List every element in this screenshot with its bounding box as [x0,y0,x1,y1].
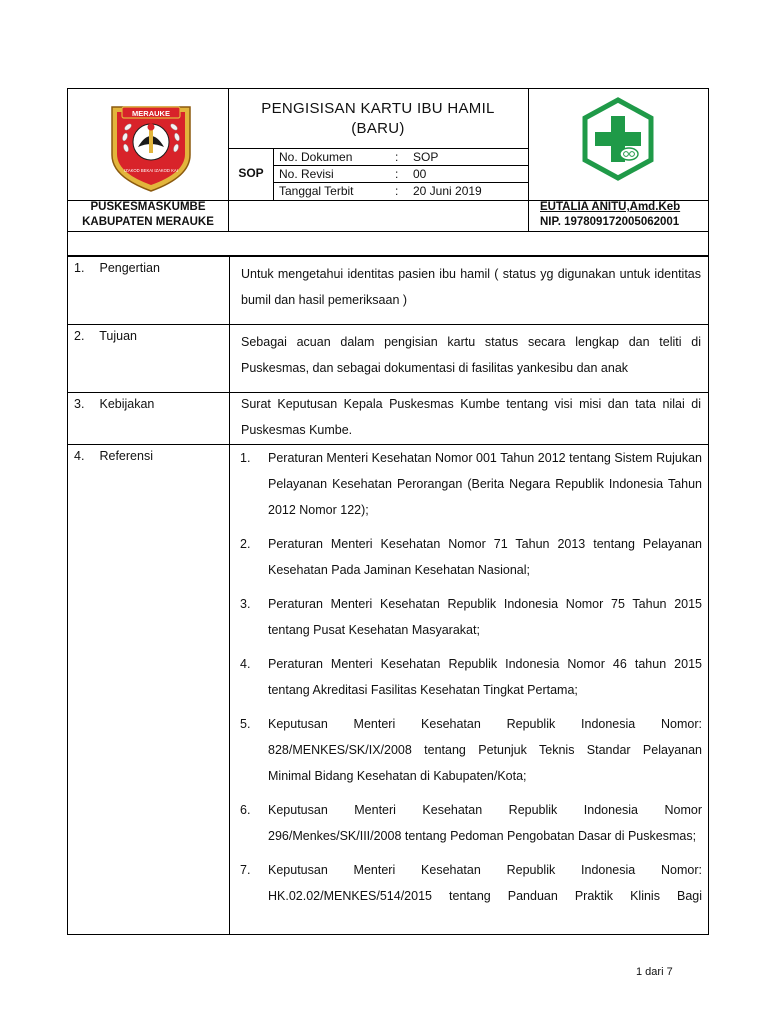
page-number: 1 dari 7 [636,966,673,978]
crest-banner-text: MERAUKE [132,109,170,118]
officer-signature-block [540,200,680,230]
section-label-kebijakan [74,395,154,413]
merauke-crest-logo [106,97,196,193]
section-text-pengertian: Untuk mengetahui identitas pasien ibu hamil ( status yg digunakan untuk identitas bumil dan hasil pemeriksaan ) [241,267,701,307]
reference-text: Keputusan Menteri Kesehatan Republik Indonesia Nomor: HK.02.02/MENKES/514/2015 tentang Panduan Praktik Klinis Bagi [268,863,702,903]
reference-item [236,857,702,909]
meta-value: 20 Juni 2019 [413,184,482,198]
reference-item [236,797,702,849]
reference-item [236,711,702,789]
label-column-divider [229,257,230,934]
section-number: 1. [74,261,85,275]
reference-text: Keputusan Menteri Kesehatan Republik Indonesia Nomor: 828/MENKES/SK/IX/2008 tentang Petunjuk Teknis Standar Pelayanan Minimal Bidang Kesehatan di Kabupaten/Kota; [268,717,702,783]
meta-value: 00 [413,167,427,181]
organization-name [68,200,228,230]
sop-label-divider [273,148,274,200]
title-line-2: (BARU) [351,120,405,137]
section-number: 4. [74,449,85,463]
row-divider-1 [68,324,708,325]
reference-text: Peraturan Menteri Kesehatan Republik Indonesia Nomor 46 tahun 2015 tentang Akreditasi Fasilitas Kesehatan Tingkat Pertama; [268,657,702,697]
section-text-tujuan: Sebagai acuan dalam pengisian kartu status secara lengkap dan teliti di Puskesmas, dan sebagai dokumentasi di fasilitas yankesibu dan anak [241,335,701,375]
reference-number: 3. [240,597,251,611]
org-line-1: PUSKESMASKUMBE [90,201,206,213]
sop-header-table [67,88,709,232]
document-title [228,99,528,139]
reference-number: 1. [240,451,251,465]
meta-key: No. Revisi [279,167,334,181]
reference-number: 6. [240,803,251,817]
reference-text: Peraturan Menteri Kesehatan Republik Indonesia Nomor 75 Tahun 2015 tentang Pusat Kesehatan Masyarakat; [268,597,702,637]
section-label-referensi [74,447,153,465]
meta-colon: : [395,184,399,198]
sop-body-table [67,256,709,935]
section-label-pengertian [74,259,160,277]
reference-item [236,591,702,643]
title-line-1: PENGISISAN KARTU IBU HAMIL [261,100,495,117]
puskesmas-logo [578,97,658,181]
section-title: Pengertian [99,261,160,275]
reference-number: 5. [240,717,251,731]
section-number: 2. [74,329,85,343]
reference-item [236,445,702,523]
meta-value: SOP [413,150,439,164]
reference-number: 7. [240,863,251,877]
reference-text: Keputusan Menteri Kesehatan Republik Indonesia Nomor 296/Menkes/SK/III/2008 tentang Pedoman Pengobatan Dasar di Puskesmas; [268,803,702,843]
section-label-tujuan [74,327,137,345]
sop-label: SOP [238,166,264,180]
reference-number: 4. [240,657,251,671]
crest-motto-text: IZAKOD BEKAI IZAKOD KAI [124,168,178,173]
org-line-2: KABUPATEN MERAUKE [82,216,214,228]
meta-key: Tanggal Terbit [279,184,354,198]
reference-list [236,445,702,917]
meta-colon: : [395,167,399,181]
section-title: Kebijakan [99,397,155,411]
officer-nip: NIP. 197809172005062001 [540,216,680,228]
officer-name: EUTALIA ANITU,Amd.Keb [540,201,681,213]
reference-item [236,531,702,583]
section-number: 3. [74,397,85,411]
reference-text: Peraturan Menteri Kesehatan Nomor 71 Tahun 2013 tentang Pelayanan Kesehatan Pada Jaminan Kesehatan Nasional; [268,537,702,577]
empty-separator-row [67,231,709,256]
reference-number: 2. [240,537,251,551]
section-title: Tujuan [99,329,138,343]
reference-text: Peraturan Menteri Kesehatan Nomor 001 Tahun 2012 tentang Sistem Rujukan Pelayanan Kesehatan Perorangan (Berita Negara Republik Indonesia Tahun 2012 Nomor 122); [268,451,702,517]
meta-colon: : [395,150,399,164]
section-title: Referensi [99,449,153,463]
section-text-kebijakan: Surat Keputusan Kepala Puskesmas Kumbe tentang visi misi dan tata nilai di Puskesmas Kumbe. [241,397,701,437]
reference-item [236,651,702,703]
meta-key: No. Dokumen [279,150,353,164]
